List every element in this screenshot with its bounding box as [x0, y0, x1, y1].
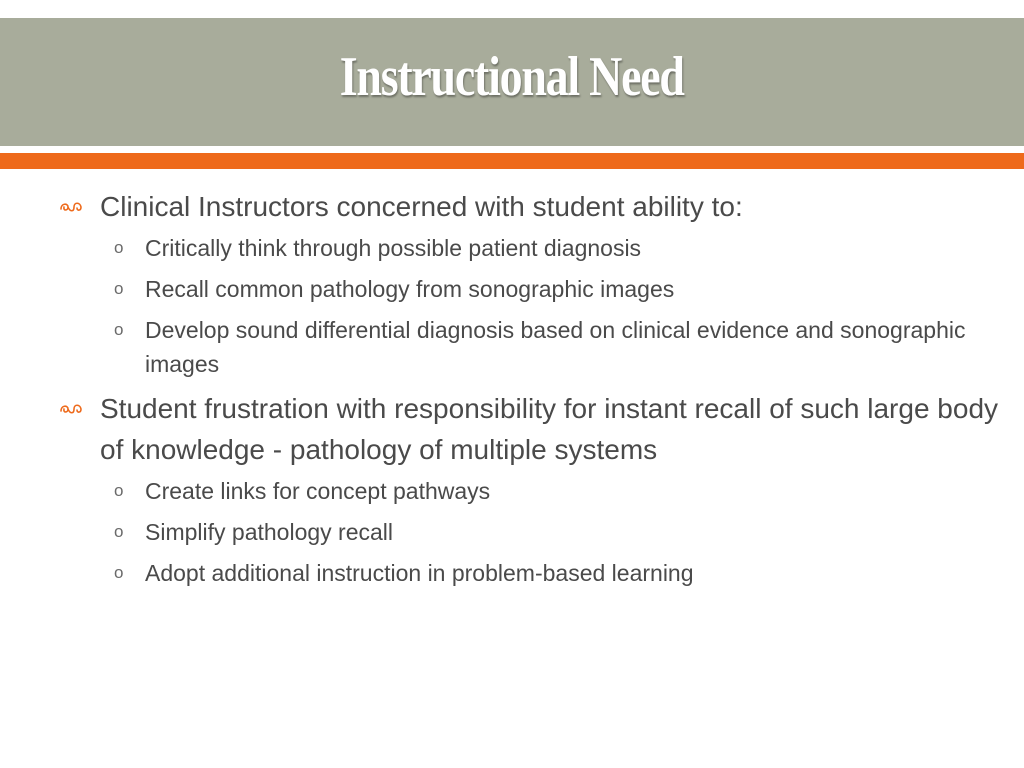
bullet-text: Clinical Instructors concerned with student ability to:	[100, 191, 743, 222]
sub-bullet-item	[100, 272, 998, 306]
bullet-text: Student frustration with responsibility for instant recall of such large body of knowledge - pathology of multiple systems	[100, 393, 999, 465]
bullet-group	[58, 186, 998, 381]
sub-bullet-item	[100, 556, 998, 590]
sub-bullet-item	[100, 515, 998, 549]
circle-outline-icon: o	[114, 522, 124, 541]
scroll-swirl-icon	[58, 186, 100, 227]
circle-outline-icon: o	[114, 563, 124, 582]
bullet-item	[58, 186, 998, 227]
circle-outline-icon: o	[114, 238, 124, 257]
sub-bullet-text: Simplify pathology recall	[145, 519, 394, 545]
sub-bullet-text: Adopt additional instruction in problem-based learning	[145, 560, 694, 586]
sub-bullet-text: Recall common pathology from sonographic images	[145, 276, 675, 302]
sub-bullet-item	[100, 313, 998, 381]
circle-outline-icon: o	[114, 481, 124, 500]
slide-content	[58, 186, 998, 597]
sub-bullet-item	[100, 231, 998, 265]
circle-outline-icon: o	[114, 320, 124, 339]
sub-bullet-text: Critically think through possible patient diagnosis	[145, 235, 642, 261]
bullet-item	[58, 388, 998, 470]
sub-bullet-item	[100, 474, 998, 508]
circle-outline-icon: o	[114, 279, 124, 298]
sub-bullet-text: Create links for concept pathways	[145, 478, 491, 504]
bullet-group	[58, 388, 998, 590]
slide-title: Instructional Need	[340, 46, 684, 108]
accent-rule	[0, 153, 1024, 169]
sub-bullet-text: Develop sound differential diagnosis based on clinical evidence and sonographic images	[145, 317, 966, 377]
scroll-swirl-icon	[58, 388, 100, 429]
title-band	[0, 18, 1024, 146]
